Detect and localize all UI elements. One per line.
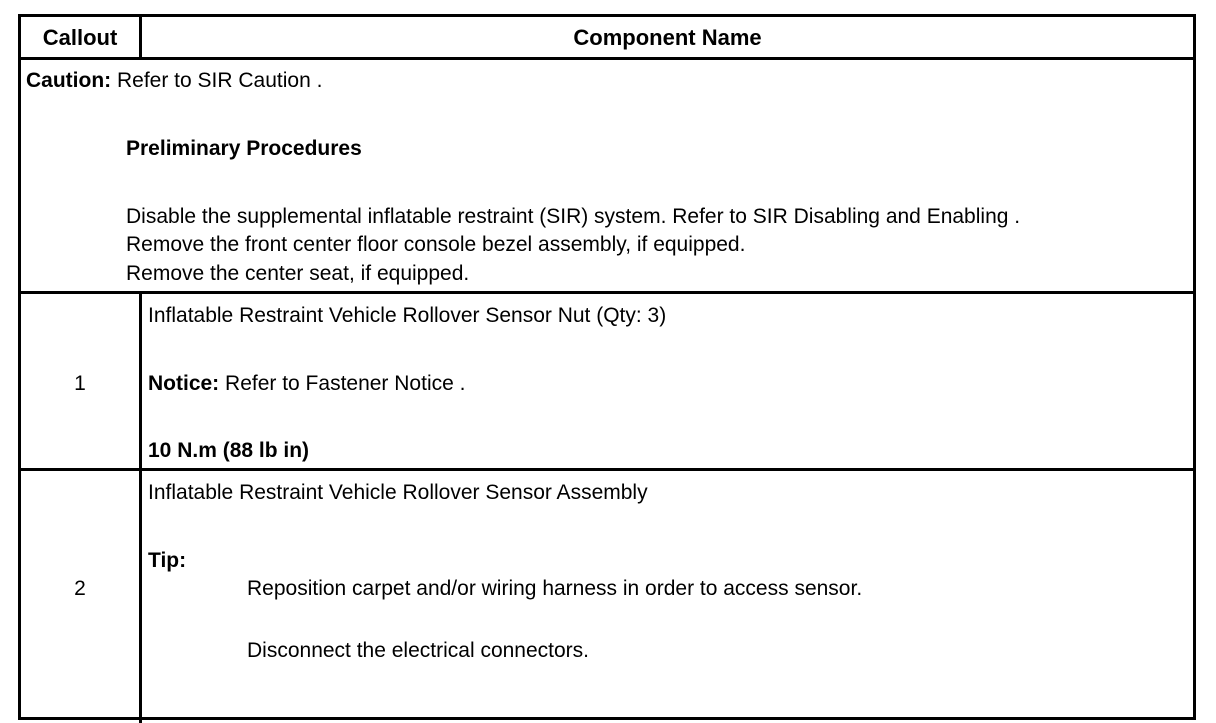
header-divider [21,57,1193,60]
header-component-name: Component Name [573,25,762,50]
row-2-callout: 2 [74,577,86,600]
caution-label: Caution: [26,69,112,92]
preliminary-step: Remove the front center floor console bezel assembly, if equipped. [126,233,746,256]
preliminary-step: Remove the center seat, if equipped. [126,262,470,285]
notice-text: Refer to Fastener Notice . [219,372,466,395]
row-2-tip: Reposition carpet and/or wiring harness in order to access sensor. [247,577,863,600]
callout-column-divider [139,291,142,723]
caution-line [26,69,322,93]
row-2-tip: Disconnect the electrical connectors. [247,639,589,662]
row-1-component-name: Inflatable Restraint Vehicle Rollover Sensor Nut (Qty: 3) [148,304,667,327]
row-1-torque: 10 N.m (88 lb in) [148,439,310,462]
preliminary-divider [21,291,1193,294]
row-divider [21,468,1193,471]
row-2-component-name: Inflatable Restraint Vehicle Rollover Sensor Assembly [148,481,648,504]
notice-label: Notice: [148,372,220,395]
preliminary-step: Disable the supplemental inflatable restraint (SIR) system. Refer to SIR Disabling and Enabling . [126,205,1021,228]
header-callout: Callout [42,25,118,50]
row-1-notice [148,372,465,396]
caution-text: Refer to SIR Caution . [111,69,323,92]
row-2-tip-label: Tip: [148,549,187,572]
procedure-table [18,14,1196,720]
row-1-callout: 1 [74,372,86,395]
preliminary-heading: Preliminary Procedures [126,137,362,160]
